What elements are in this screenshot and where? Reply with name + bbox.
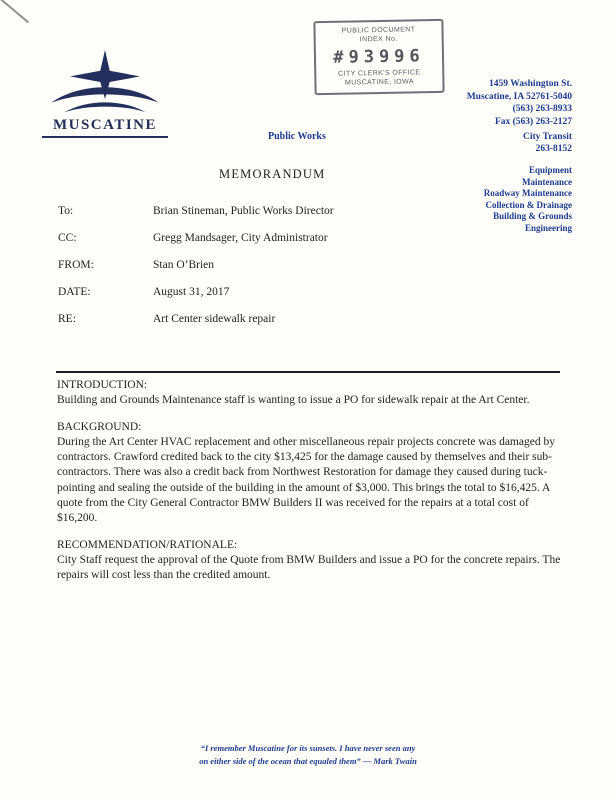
memo-body (57, 378, 565, 595)
department-item: Collection & Drainage (485, 199, 572, 210)
compass-star-icon (42, 50, 168, 116)
section-text: During the Art Center HVAC replacement and other miscellaneous repair projects concrete was damaged by contractors. Crawford credited back to the city $13,425 for the damage caused by themselves and their sub-contractors. There was also a credit back from Northwest Restoration for damage they caused during tuck-pointing and sealing the outside of the building in the amount of $3,000. This brings the total to $16,425. A quote from the City General Contractor BMW Builders II was received for the repairs at a total cost of $16,200. (57, 435, 555, 525)
city-transit-block (523, 131, 572, 155)
stamp-office: CITY CLERK'S OFFICE (338, 69, 421, 78)
header-divider (56, 371, 560, 373)
field-label: FROM: (58, 259, 94, 271)
department-item: Maintenance (522, 176, 572, 187)
section-heading: RECOMMENDATION/RATIONALE: (57, 538, 238, 551)
section-recommendation (57, 538, 565, 584)
field-label: To: (58, 205, 74, 217)
city-transit-phone: 263-8152 (535, 144, 572, 154)
stamp-line-2: INDEX No. (359, 35, 398, 44)
section-heading: INTRODUCTION: (57, 379, 148, 391)
letterhead-address (467, 78, 572, 128)
logo-wordmark: MUSCATINE (42, 117, 168, 138)
address-line: Muscatine, IA 52761-5040 (466, 91, 572, 102)
address-line: Fax (563) 263-2127 (494, 116, 572, 127)
stamp-line-1: PUBLIC DOCUMENT (341, 26, 416, 35)
department-item: Equipment (528, 165, 572, 175)
memo-field-date (58, 286, 528, 298)
field-value: Brian Stineman, Public Works Director (153, 205, 334, 217)
department-item: Engineering (524, 222, 572, 233)
field-value: Art Center sidewalk repair (153, 313, 276, 325)
clerk-stamp (313, 19, 444, 95)
field-label: DATE: (58, 286, 91, 298)
public-works-label: Public Works (268, 131, 326, 142)
memo-field-cc (58, 232, 528, 244)
section-text: Building and Grounds Maintenance staff is wanting to issue a PO for sidewalk repair at the Art Center. (57, 394, 530, 407)
field-value: Stan O’Brien (153, 259, 215, 271)
address-line: (563) 263-8933 (512, 104, 572, 114)
memo-field-re (58, 313, 528, 325)
muscatine-logo (42, 50, 168, 138)
memo-field-from (58, 259, 528, 271)
stamp-city: MUSCATINE, IOWA (344, 78, 415, 87)
field-label: RE: (58, 313, 76, 325)
stamp-index-number: #93996 (333, 46, 425, 68)
section-text: City Staff request the approval of the Quote from BMW Builders and issue a PO for the concrete repairs. The repairs will cost less than the credited amount. (57, 553, 561, 582)
memo-title: MEMORANDUM (219, 167, 326, 181)
footer-quote-line: on either side of the ocean that equaled them” — Mark Twain (199, 755, 417, 766)
section-background (57, 420, 565, 527)
section-introduction (57, 378, 565, 409)
field-value: August 31, 2017 (153, 286, 230, 298)
section-heading: BACKGROUND: (57, 420, 142, 433)
address-line: 1459 Washington St. (489, 79, 572, 89)
field-label: CC: (58, 232, 77, 244)
city-transit-label: City Transit (523, 132, 572, 142)
memo-fields (58, 205, 528, 340)
memo-field-to (58, 205, 528, 217)
department-item: Building & Grounds (493, 211, 572, 221)
field-value: Gregg Mandsager, City Administrator (153, 232, 328, 244)
department-item: Roadway Maintenance (483, 188, 572, 198)
scan-artifact (0, 0, 29, 23)
footer-quote-line: “I remember Muscatine for its sunsets. I have never seen any (200, 743, 416, 753)
footer-quote (0, 742, 616, 767)
